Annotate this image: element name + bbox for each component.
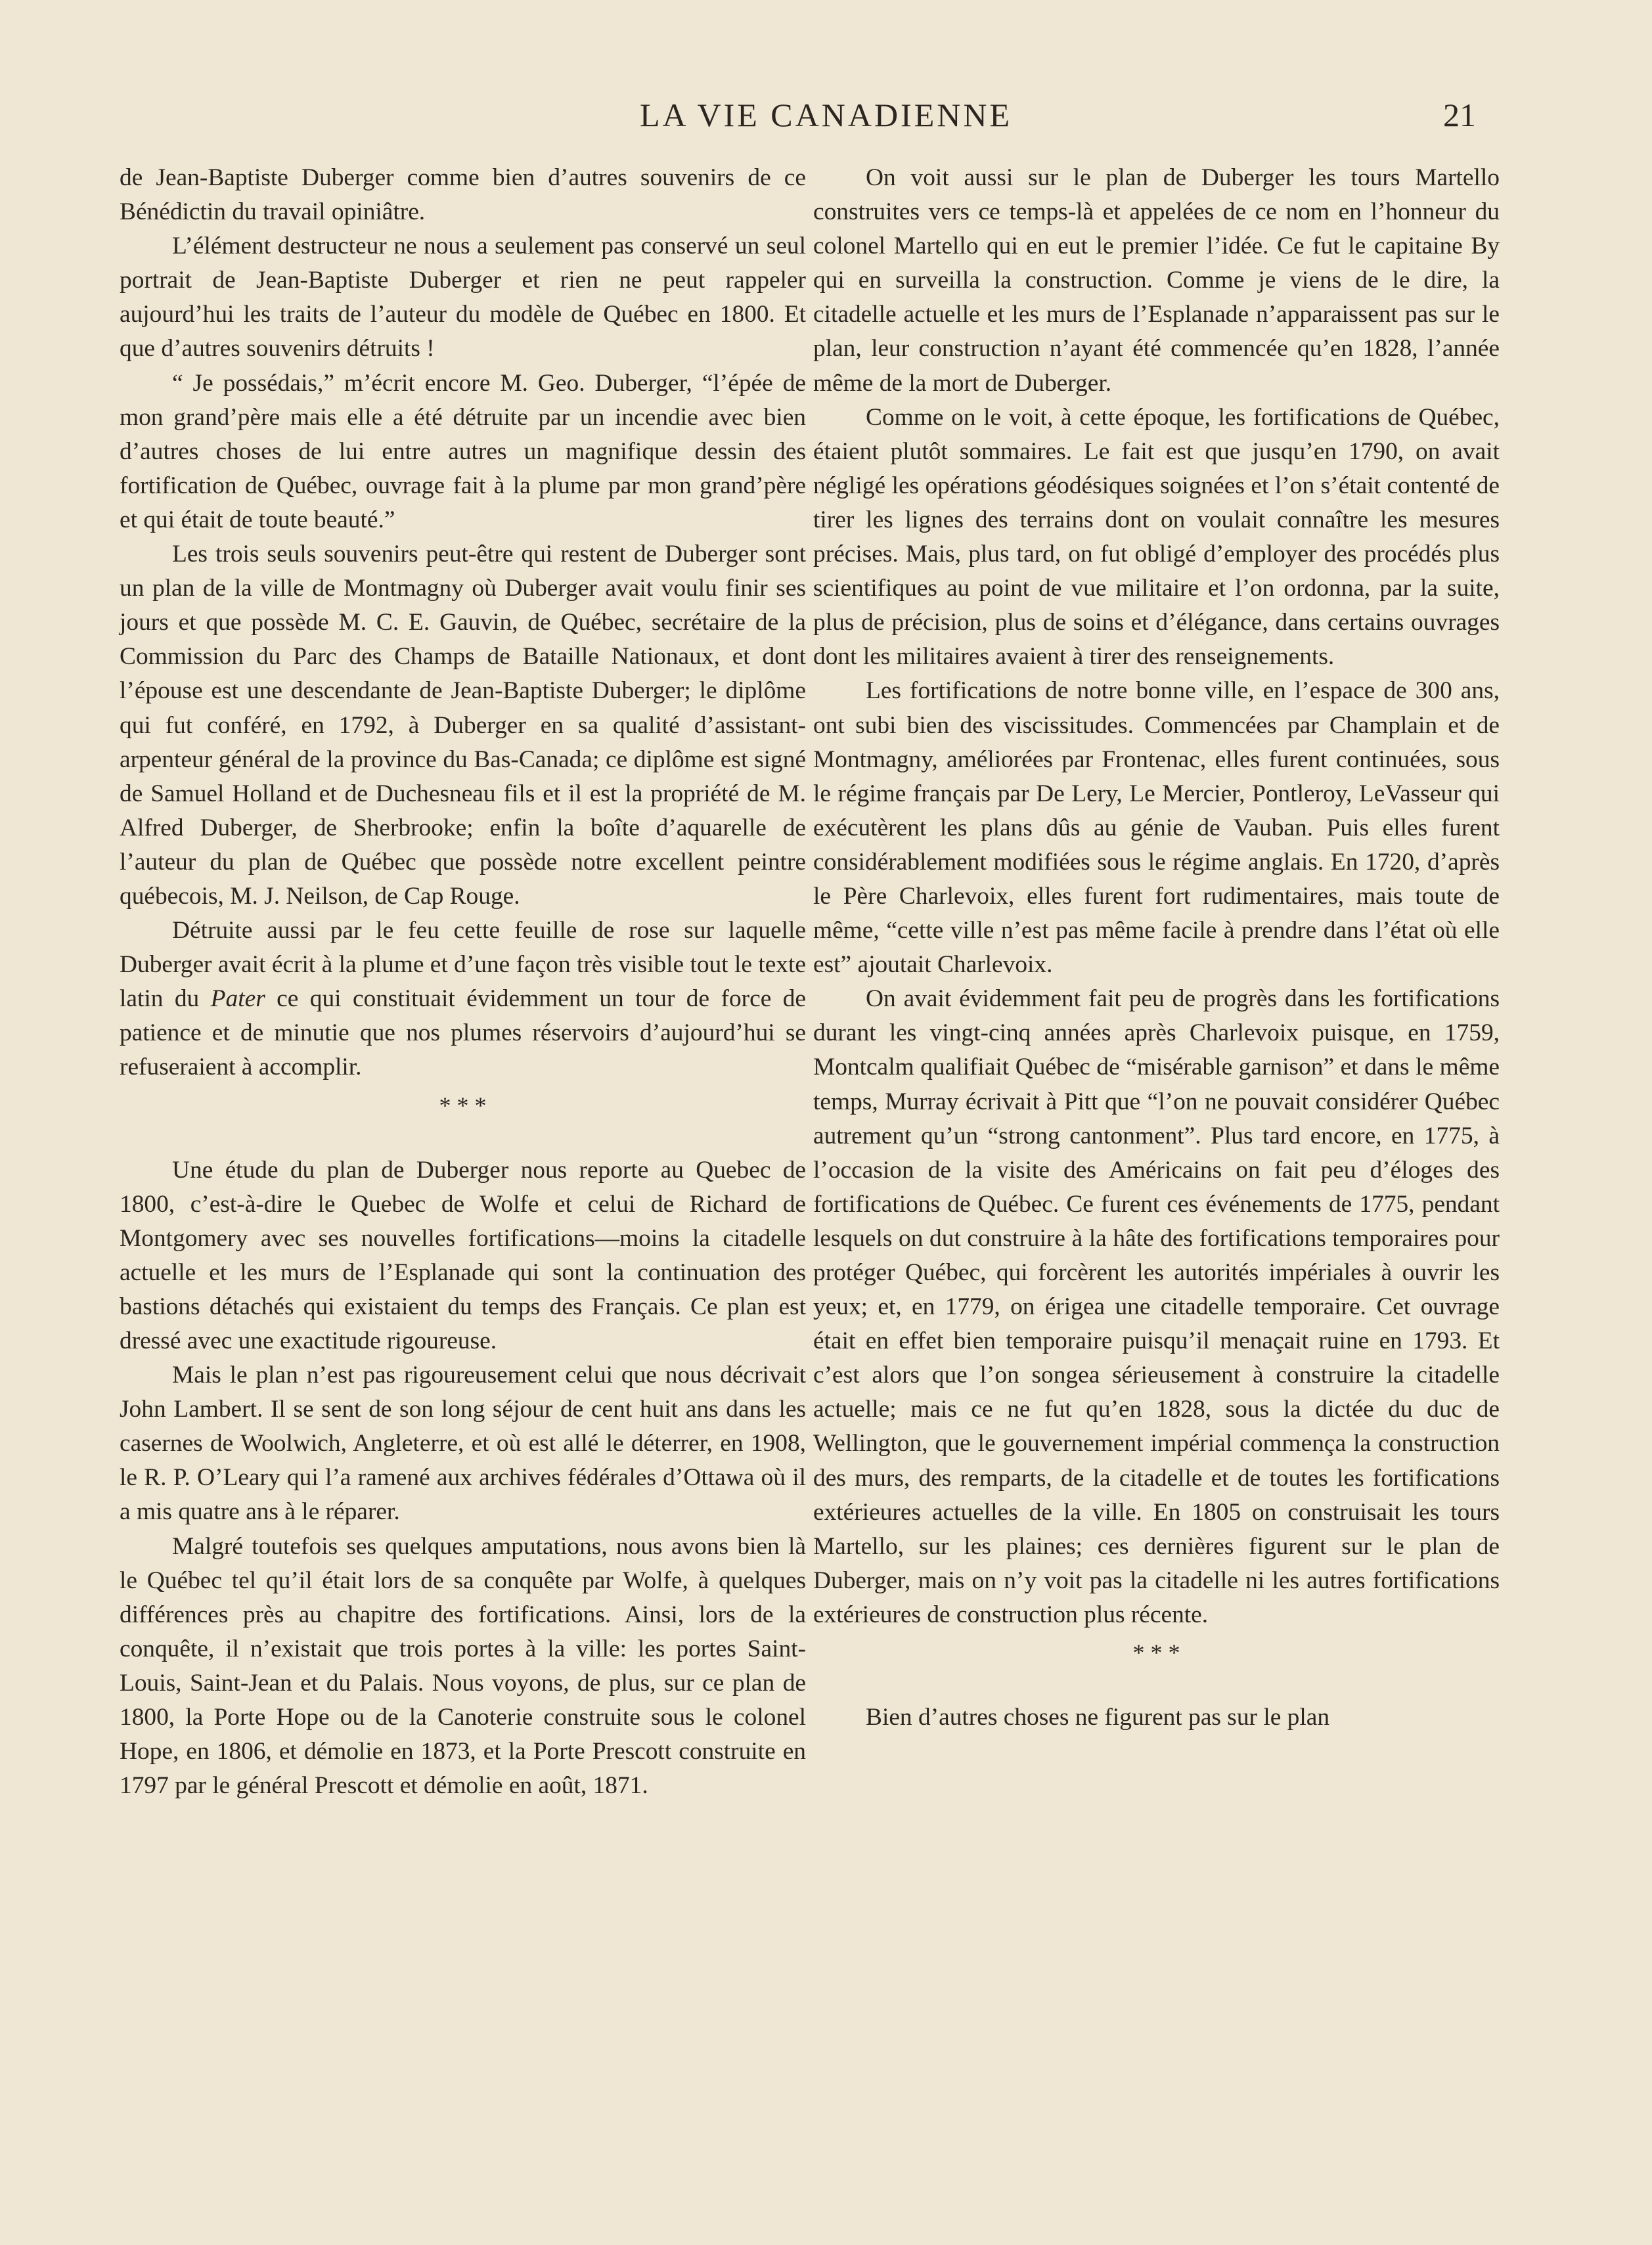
paragraph: Les trois seuls souvenirs peut-être qui restent de Duberger sont un plan de la ville de Montmagny où Duberger avait voulu finir ses jours et que possède M. C. E. Gauvin, de Québec, secrétaire de la Commission du Parc des Champs de Bataille Nationaux, et dont l’épouse est une descendante de Jean-Baptiste Duberger; le diplôme qui fut conféré, en 1792, à Duberger en sa qualité d’assistant-arpenteur général de la province du Bas-Canada; ce diplôme est signé de Samuel Holland et de Duchesneau fils et il est la propriété de M. Alfred Duberger, de Sherbrooke; enfin la boîte d’aquarelle de l’auteur du plan de Québec que possède notre excellent peintre québecois, M. J. Neilson, de Cap Rouge. — [120, 541, 806, 910]
paragraph: On voit aussi sur le plan de Duberger les tours Martello construites vers ce temps-là et appelées de ce nom en l’honneur du colonel Martello qui en eut le premier l’idée. Ce fut le capitaine By qui en surveilla la construction. Comme je viens de le dire, la citadelle actuelle et les murs de l’Esplanade n’apparaissent pas sur le plan, leur construction n’ayant été commencée qu’en 1828, l’année même de la mort de Duberger. — [813, 164, 1500, 397]
paragraph: “ Je possédais,” m’écrit encore M. Geo. Duberger, “l’épée de mon grand’père mais elle a été détruite par un incendie avec bien d’autres choses de lui entre autres un magnifique dessin des fortification de Québec, ouvrage fait à la plume par mon grand’père et qui était de toute beauté.” — [120, 369, 806, 533]
text-run: Détruite aussi par le feu cette feuille de rose sur laquelle Duberger avait écrit à la plume et d’une façon très visible tout le texte latin du — [120, 917, 806, 1013]
left-column — [120, 161, 806, 1803]
paragraph: Bien d’autres choses ne figurent pas sur le plan — [866, 1704, 1330, 1731]
paragraph: Une étude du plan de Duberger nous reporte au Quebec de 1800, c’est-à-dire le Quebec de Wolfe et celui de Richard de Montgomery avec ses nouvelles fortifications—moins la citadelle actuelle et les murs de l’Esplanade qui sont la continuation des bastions détachés qui existaient du temps des Français. Ce plan est dressé avec une exactitude rigoureuse. — [120, 1156, 806, 1354]
page-header — [0, 92, 1652, 138]
paragraph: Les fortifications de notre bonne ville, en l’espace de 300 ans, ont subi bien des viscissitudes. Commencées par Champlain et de Montmagny, améliorées par Frontenac, elles furent continuées, sous le régime français par De Lery, Le Mercier, Pontleroy, LeVasseur qui exécutèrent les plans dûs au génie de Vauban. Puis elles furent considérablement modifiées sous le régime anglais. En 1720, d’après le Père Charlevoix, elles furent fort rudimentaires, mais toute de même, “cette ville n’est pas même facile à prendre dans l’état où elle est” ajoutait Charlevoix. — [813, 677, 1500, 979]
paragraph — [120, 914, 806, 1084]
page-number: 21 — [1443, 97, 1476, 133]
paragraph: On avait évidemment fait peu de progrès dans les fortifications durant les vingt-cinq années après Charlevoix puisque, en 1759, Montcalm qualifiait Québec de “misérable garnison” et dans le même temps, Murray écrivait à Pitt que “l’on ne pouvait considérer Québec autrement qu’un “strong cantonment”. Plus tard encore, en 1775, à l’occasion de la visite des Américains on fait peu d’éloges des fortifications de Québec. Ce furent ces événements de 1775, pendant lesquels on dut construire à la hâte des fortifications temporaires pour protéger Québec, qui forcèrent les autorités impériales à ouvrir les yeux; et, en 1779, on érigea une citadelle temporaire. Cet ouvrage était en effet bien temporaire puisqu’il menaçait ruine en 1793. Et c’est alors que l’on songea sérieusement à construire la citadelle actuelle; mais ce ne fut qu’en 1828, sous la dictée du duc de Wellington, que le gouvernement impérial commença la construction des murs, des remparts, de la citadelle et de toutes les fortifications extérieures actuelles de la ville. En 1805 on construisait les tours Martello, sur les plaines; ces dernières figurent sur le plan de Duberger, mais on n’y voit pas la citadelle ni les autres fortifications extérieures de construction plus récente. — [813, 985, 1500, 1628]
section-break — [813, 1632, 1500, 1700]
section-break — [120, 1085, 806, 1153]
paragraph: Comme on le voit, à cette époque, les fortifications de Québec, étaient plutôt sommaires. Le fait est que jusqu’en 1790, on avait négligé les opérations géodésiques soignées et l’on s’était contenté de tirer les lignes des terrains dont on voulait connaître les mesures précises. Mais, plus tard, on fut obligé d’employer des procédés plus scientifiques au point de vue militaire et l’on ordonna, par la suite, plus de précision, plus de soins et d’élégance, dans certains ouvrages dont les militaires avaient à tirer des renseignements. — [813, 403, 1500, 671]
paragraph: Malgré toutefois ses quelques amputations, nous avons bien là le Québec tel qu’il était lors de sa conquête par Wolfe, à quelques différences près au chapitre des fortifications. Ainsi, lors de la conquête, il n’existait que trois portes à la ville: les portes Saint-Louis, Saint-Jean et du Palais. Nous voyons, de plus, sur ce plan de 1800, la Porte Hope ou de la Canoterie construite sous le colonel Hope, en 1806, et démolie en 1873, et la Porte Prescott construite en 1797 par le général Prescott et démolie en août, 1871. — [120, 1532, 806, 1800]
running-title: LA VIE CANADIENNE — [639, 97, 1013, 133]
asterism-separator: * * * — [439, 1092, 487, 1119]
paragraph: de Jean-Baptiste Duberger comme bien d’autres souvenirs de ce Bénédictin du travail opiniâtre. — [120, 164, 806, 226]
italic-title: Pater — [210, 985, 265, 1013]
right-column — [813, 161, 1500, 1735]
text-run: ce qui constituait évidemment un tour de force de patience et de minutie que nos plumes réservoirs d’aujourd’hui se refuseraient à accomplir. — [120, 985, 806, 1081]
paragraph: L’élément destructeur ne nous a seulement pas conservé un seul portrait de Jean-Baptiste Duberger et rien ne peut rappeler aujourd’hui les traits de l’auteur du modèle de Québec en 1800. Et que d’autres souvenirs détruits ! — [120, 233, 806, 363]
paragraph: Mais le plan n’est pas rigoureusement celui que nous décrivait John Lambert. Il se sent de son long séjour de cent huit ans dans les casernes de Woolwich, Angleterre, et où est allé le déterrer, en 1908, le R. P. O’Leary qui l’a ramené aux archives fédérales d’Ottawa où il a mis quatre ans à le réparer. — [120, 1362, 806, 1526]
asterism-separator: * * * — [1132, 1639, 1180, 1666]
